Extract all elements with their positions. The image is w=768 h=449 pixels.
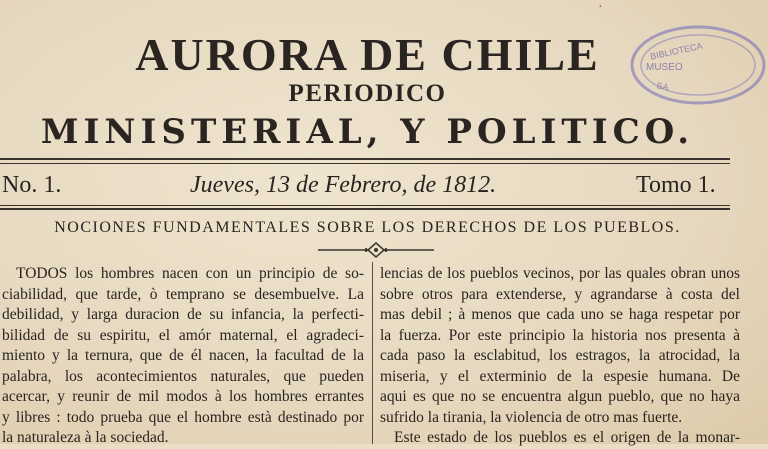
text-line: miseria, y el exterminio de la espesie humana. De — [380, 367, 740, 385]
masthead-subtitle-ministerial: MINISTERIAL, Y POLITICO. — [40, 112, 695, 152]
issue-rule-thin — [0, 205, 730, 206]
corner-mark: · — [598, 0, 603, 15]
masthead-title: AURORA DE CHILE — [135, 29, 600, 80]
issue-info-row — [0, 170, 730, 202]
stamp-text-museo: MUSEO — [646, 62, 683, 73]
text-line: ciabilidad, que tarde, ò temprano se desembuelve. La — [2, 285, 364, 303]
text-line: bilidad de su espiritu, el amór maternal, el agradeci- — [2, 326, 364, 344]
text-line: y libres : todo prueba que el hombre està destinado por — [2, 408, 364, 426]
text-line: palabra, los acontecimientos naturales, que pueden — [2, 367, 364, 385]
stamp-text-sa: SA — [655, 80, 670, 93]
article-column-right — [380, 264, 740, 449]
text-line: sufrido la tirania, la violencia de otro mas fuerte. — [380, 408, 683, 426]
text-line: debilidad, y larga duracion de su infancia, la perfecti- — [2, 306, 364, 323]
text-line: TODOS los hombres nacen con un principio de so- — [16, 265, 364, 282]
article-column-left — [2, 264, 364, 449]
text-line: la fuerza. Por este principio la historia nos presenta à — [380, 326, 740, 344]
text-line: mas debil ; à menos que cada uno se haga respetar por — [380, 306, 740, 323]
ornament-divider — [316, 242, 436, 258]
issue-number: No. 1. — [2, 172, 62, 198]
text-line: aqui es que no se encuentra algun pueblo, que no haya — [380, 388, 740, 405]
issue-volume: Tomo 1. — [636, 172, 716, 198]
library-stamp — [626, 20, 768, 110]
text-line: cada paso la esclabitud, los estragos, la atrocidad, la — [380, 347, 740, 364]
masthead-subtitle-periodico: PERIODICO — [288, 80, 447, 107]
text-line: acercar, y reunir de mil modos à los hombres errantes — [2, 388, 364, 405]
text-line: sobre otros para extenderse, y agrandarse à costa del — [380, 285, 740, 303]
masthead-rule-thick — [0, 158, 730, 160]
issue-rule-thick — [0, 208, 730, 210]
section-heading: NOCIONES FUNDAMENTALES SOBRE LOS DERECHOS DE LOS PUEBLOS. — [54, 219, 681, 236]
text-line: lencias de los pueblos vecinos, por las quales obran unos — [380, 265, 740, 282]
masthead-rule-thin — [0, 163, 730, 164]
column-divider — [372, 262, 373, 444]
stamp-text-biblioteca: BIBLIOTECA — [649, 40, 704, 62]
issue-date: Jueves, 13 de Febrero, de 1812. — [190, 172, 497, 198]
text-line: miento y la ternura, que de él nacen, la facultad de la — [2, 347, 364, 364]
text-line: Este estado de los pueblos es el origen de la monar- — [394, 429, 740, 446]
text-line: la naturaleza à la sociedad. — [2, 429, 169, 446]
